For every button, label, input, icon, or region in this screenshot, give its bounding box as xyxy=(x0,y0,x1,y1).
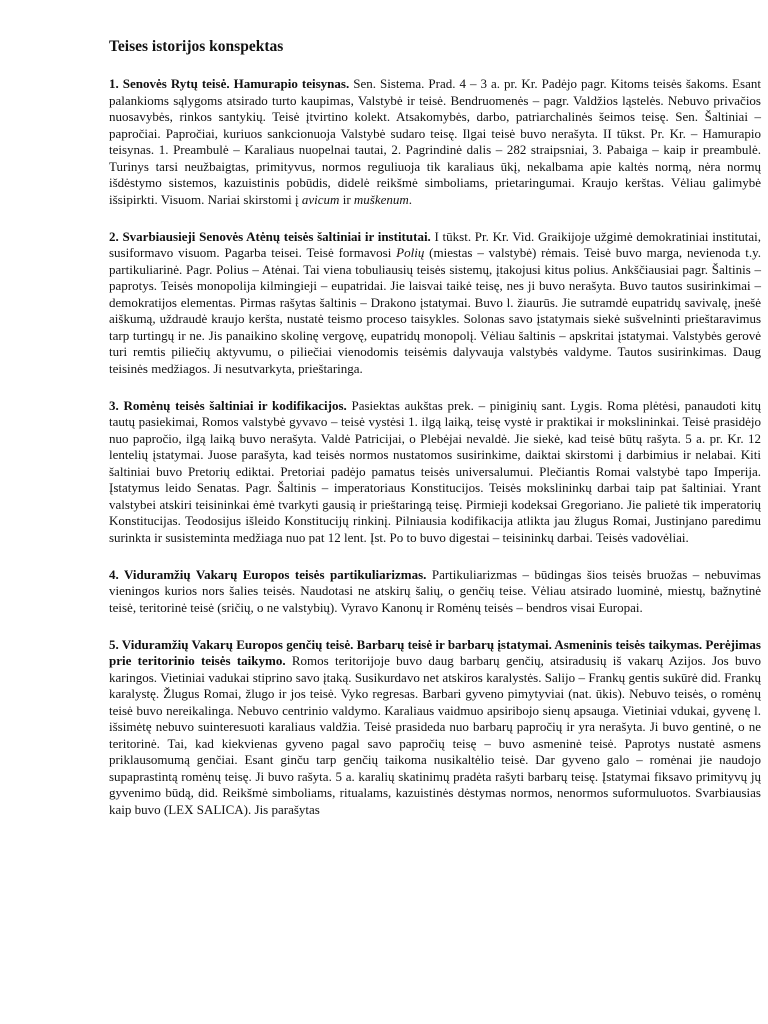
section-4 xyxy=(109,567,761,617)
section-1-term-avicum: avicum xyxy=(301,191,340,207)
section-2-heading: 2. Svarbiausieji Senovės Atėnų teisės šaltiniai ir institutai. xyxy=(109,228,431,244)
section-2-term-poliu: Polių xyxy=(396,245,425,260)
document-body xyxy=(109,38,761,839)
section-2-text-rest: (miestas – valstybė) rėmais. Teisė buvo marga, nevienoda t.y. partikuliarinė. Pagr. Polius – Atėnai. Tai viena tobuliausių teisės sistemų, įtakojusi kitus polius. Ankščiausiai pagr. Šaltinis – paprotys. Teisės monopolija kilmingieji – eupatridai. Jie laisvai taikė teisę, nes ji buvo nerašyta. Buvo tautos susirinkimai – demokratijos elementas. Pirmas rašytas šaltinis – Drakono įstatymai. Buvo l. žiaurūs. Jie sutramdė eupatridų savivalę, įnešė aiškumą, uždraudė kraujo keršta, nustatė teismo proceso taisykles. Solonas savo įstatymais siekė sušvelninti prieštaravimus tarp turtingų ir ne. Jis panaikino skolinę vergovę, eupatridų monopolį. Vėliau šaltinis – apskritai įstatymai. Valstybės gerovė turi remtis piliečių aktyvumu, o piliečiai vienodomis teisėmis dalyvauja valstybės valdyme. Tautos susirinkimas. Daug teisinės medžiagos. Ji nesutvarkyta, prieštaringa. xyxy=(109,245,762,376)
section-3-heading: 3. Romėnų teisės šaltiniai ir kodifikacijos. xyxy=(109,397,347,413)
section-3 xyxy=(109,398,761,547)
section-5-heading: 5. Viduramžių Vakarų Europos genčių teisė. Barbarų teisė ir barbarų įstatymai. Asmeninis teisės taikymas. Perėjimas prie teritorinio teisės taikymo. xyxy=(109,636,761,668)
section-5-text: Romos teritorijoje buvo daug barbarų genčių, atsiradusių iš vakarų Azijos. Jos buvo karingos. Vietiniai vadukai stiprino savo įtaką. Susikurdavo net atskiros karalystės. Salijo – Frankų gentis sukūrė did. Frankų karalystę. Žlugus Romai, žlugo ir jos teisė. Vyko regresas. Barbari gyveno pimytyviai (nat. ūkis). Nebuvo teisės, o romėnų teisė buvo nereikalinga. Nebuvo centrinio valdymo. Karaliaus vaidmuo apsiribojo sienų apsauga. Vietiniai vdukai, gyvenę l. išsimėtę nebuvo suinteresuoti karaliaus valdžia. Teisė prasideda nuo barbarų papročių ir yra nerašyta. Ji buvo gentinė, o ne teritorinė. Tai, kad kiekvienas gyveno pagal savo papročių teisę – buvo asmeninė teisė. Paprotys nustatė asmens priklausomumą genčiai. Esant ginču tarp genčių taikoma nusikaltėlio teisė. Dar gyveno galo – romėnai jie naudojo supaprastintą romėnų teisę. Ji buvo rašyta. 5 a. karalių skatinimų pradėta rašyti barbarų teisę. Įstatymai fiksavo primityvų jų gyvenimo būdą, did. Reikšmė simboliams, ritualams, kazuistinės dėstymas normos, nenormos suformuluotos. Svarbiausias kaip buvo (LEX SALICA). Jis parašytas xyxy=(109,653,761,817)
section-1-text-connector: ir xyxy=(339,191,354,207)
section-1-text: Sen. Sistema. Prad. 4 – 3 a. pr. Kr. Padėjo pagr. Kitoms teisės šakoms. Esant palankioms sąlygoms atsirado turto kaupimas, Valstybė ir teisė. Bendruomenės – pagr. Valdžios ląstelės. Nebuvo privačios nuosavybės, rinkos santykių. Teisė įtvirtino kolekt. Atsakomybės, darbo, patriarchalinės šeimos teisę. Sen. Šaltiniai – papročiai. Papročiai, kuriuos sankcionuoja Valstybė sudaro teisę. Ilgai teisė buvo nerašyta. II tūkst. Pr. Kr. – Hamurapio teisynas. 1. Preambulė – Karaliaus nuopelnai tautai, 2. Pagrindinė dalis – 282 straipsniai, 3. Pabaiga – kaip ir preambulė. Turinys tarsi neužbaigtas, primityvus, normos reguliuoja tik karaliaus ūkį, nekalbama apie kaltės normą, nėra normų išdėstymo sistemos, kazuistinis pobūdis, didelė reikšmė simboliams, prietaringumai. Kraujo kerštas. Vėliau galimybė išsipirkti. Visuom. Nariai skirstomi į xyxy=(109,76,761,207)
section-4-heading: 4. Viduramžių Vakarų Europos teisės partikuliarizmas. xyxy=(109,566,427,582)
section-3-text: Pasiektas aukštas prek. – piniginių sant. Lygis. Roma plėtėsi, panaudoti kitų tautų pasiekimai, Romos valstybė gyvavo – teisė vystėsi 1. ilgą laiką, teisę vystė ir praktikai ir mokslininkai. Teisė prasidėjo nuo papročio, ilgą laiką buvo nerašyta. Valdė Patricijai, o Plebėjai nevaldė. Jie siekė, kad teisė būtų rašyta. 5 a. pr. Kr. 12 lentelių įstatymai. Juose parašyta, kad teisės normos nustatomos susirinkime, daiktai skirstomi į darbimius ir nelabai. Kiti šaltiniai buvo Pretorių ediktai. Pretoriai padėjo pamatus teisės universalumui. Plečiantis Romai valstybė tapo Imperija. Įstatymus leido Senatas. Pagr. Šaltinis – imperatoriaus Konstitucijos. Teisės mokslininkų darbai taip pat šaltiniai. Yrant valstybei atskiri teisininkai ėmė tvarkyti gausią ir prieštaringą teisę. Pirmieji kodeksai Gregoriano. Jie palietė tik imperatorių Konstitucijas. Teodosijus išleido Konstitucijų rinkinį. Pilniausia kodifikacija atlikta jau žlugus Romai, Justinjano paredimu surinkta ir susisteminta medžiaga nuo pat 12 lent. Įst. Po to buvo digestai – teisininkų darbai. Teisės vadovėliai. xyxy=(109,397,761,545)
section-4-text: Partikuliarizmas – būdingas šios teisės bruožas – nebuvimas vieningos kurios nors šalies teisės. Naudotasi ne atskirų šalių, o genčių teise. Vėliau atsirado luominė, miestų, bažnytinė teisė, teritorinė teisė (sričių, o ne valstybių). Vyravo Kanonų ir Romėnų teisės – bendros visai Europai. xyxy=(109,566,761,615)
section-2-text: I tūkst. Pr. Kr. Vid. Graikijoje užgimė demokratiniai institutai, susiformavo visuom. Pagarba teisei. Teisė formavosi xyxy=(109,228,761,260)
section-1-heading: 1. Senovės Rytų teisė. Hamurapio teisynas. xyxy=(109,76,350,91)
section-5 xyxy=(109,637,761,819)
section-1 xyxy=(109,76,761,208)
section-1-text-end: . xyxy=(408,191,413,207)
section-2 xyxy=(109,229,761,378)
section-1-term-muskenum: muškenum xyxy=(353,191,409,207)
document-title: Teises istorijos konspektas xyxy=(109,38,284,55)
